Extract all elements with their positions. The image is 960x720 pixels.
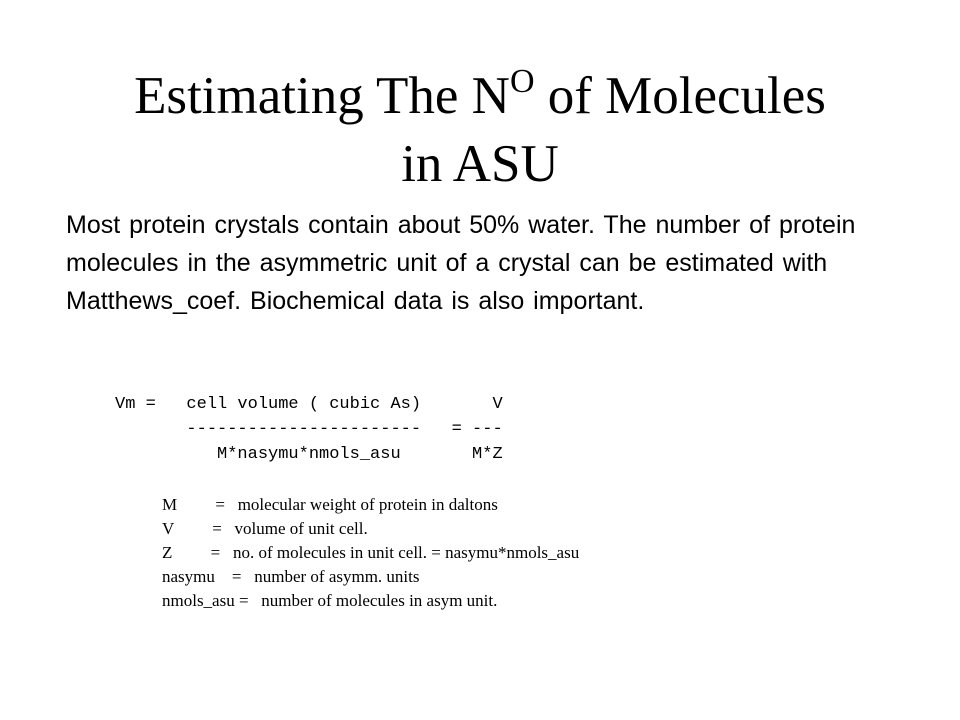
definition-m: M = molecular weight of protein in daltons bbox=[162, 495, 498, 514]
variable-definitions bbox=[162, 493, 579, 613]
definition-v: V = volume of unit cell. bbox=[162, 519, 368, 538]
slide-title bbox=[0, 62, 960, 198]
title-superscript: O bbox=[509, 63, 535, 101]
title-rest: of Molecules bbox=[534, 67, 826, 125]
body-paragraph: Most protein crystals contain about 50% water. The number of protein molecules in the asymmetric unit of a crystal can be estimated with Matthews_coef. Biochemical data is also important. bbox=[66, 211, 856, 315]
formula-line: Vm = cell volume ( cubic As) V bbox=[115, 395, 503, 414]
definition-nmols-asu: nmols_asu = number of molecules in asym unit. bbox=[162, 591, 498, 610]
definition-nasymu: nasymu = number of asymm. units bbox=[162, 567, 420, 586]
formula-line: M*nasymu*nmols_asu M*Z bbox=[115, 445, 503, 464]
title-line-2: in ASU bbox=[401, 135, 559, 193]
title-main: Estimating The N bbox=[134, 67, 510, 125]
definition-z: Z = no. of molecules in unit cell. = nasymu*nmols_asu bbox=[162, 543, 580, 562]
formula-line: ----------------------- = --- bbox=[115, 420, 503, 439]
matthews-formula bbox=[115, 392, 503, 467]
